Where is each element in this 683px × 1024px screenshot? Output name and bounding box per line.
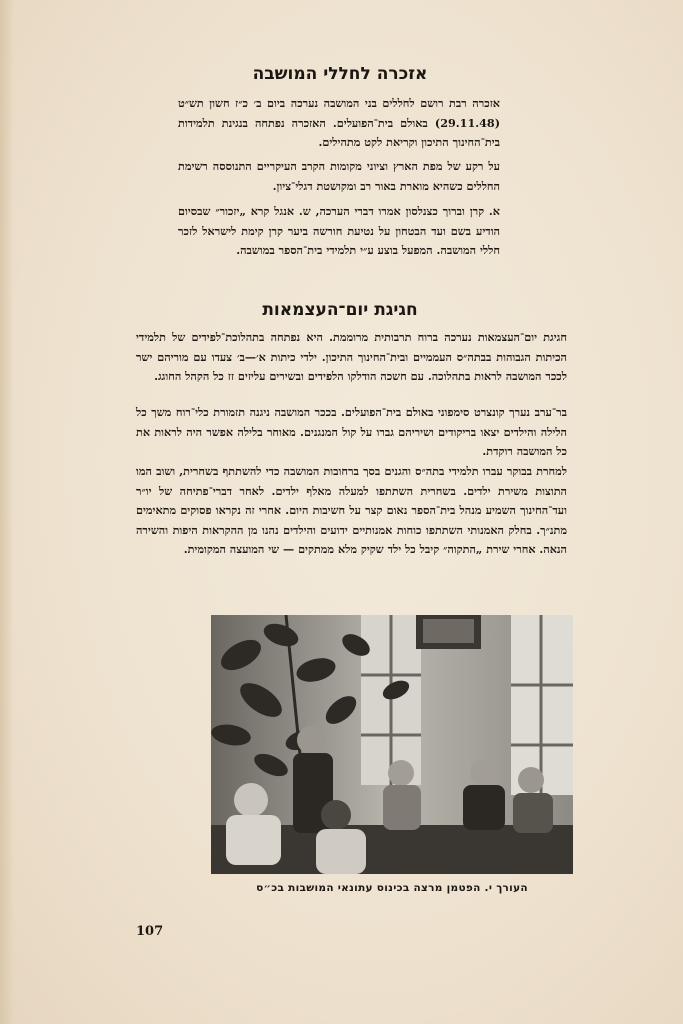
section2-paragraph-2: בר־ערב נערך קונצרט סימפוני באולם בית־הפועלים. בככר המושבה ניגנה תזמורת כלי־רוח משך כל הלילה והילדים יצאו בריקודים ושיריהם גברו על קול המנגנים. מאוחר בלילה אפשר היה לראות את כל המושבה רוקדת.	[136, 405, 567, 458]
photo-caption: העורך י. הפטמן מרצה בכינוס עתונאי המושבות בכ״ס	[256, 882, 528, 894]
section1-heading: אזכרה לחללי המושבה	[252, 64, 428, 84]
section2-heading: חגיגת יום־העצמאות	[262, 300, 418, 320]
photo-scene	[211, 615, 573, 874]
page-fold-shadow	[0, 0, 14, 1024]
section1-paragraph-3: א. קרן וברוך כצנלסון אמרו דברי הערכה, ש. אנגל קרא „יזכור״ שבסיום הודיע בשם ועד הבטחון על נטיעת חורשה ביער קרן קימת לישראל לזכר חללי המושבה. המפעל בוצע ע״י תלמידי בית־הספר במושבה.	[178, 204, 500, 257]
section2-paragraph-3: למחרת בבוקר עברו תלמידי בתה״ס והגנים בסך ברחובות המושבה כדי להשתתף בשחרית, ושוב המו התוצות משירת ילדים. בשחרית השתתפו למעלה מאלף ילדים. לאחר דברי־פתיחה של יו״ר ועד־החינוך השמיע מנהל בית־הספר נאום קצר על חשיבות היום. אחרי זה נקראו פסוקים מתאימים מתנ״ך. בחלק האמנותי השתתפו כוחות אמנותיים ידועים והילדים נהנו מן ההקראות היפות והשירה הנאה. אחרי שירת „התקוה״ קיבל כל ילד שקיק מלא ממתקים — שי המועצה המקומית.	[136, 464, 567, 556]
page-number: 107	[136, 924, 164, 939]
section1-paragraph-1: אזכרה רבת רושם לחללים בני המושבה נערכה ביום ב׳ כ״ז חשון תש״ט (29.11.48) באולם בית־הפועלים. האזכרה נפתחה בנגינת תלמידות בית־החינוך התיכון וקריאת לקט מתהילים.	[178, 96, 500, 149]
photograph	[211, 615, 573, 874]
section2-paragraph-1: חגיגת יום־העצמאות נערכה ברוח תרבותית מרוממת. היא נפתחה בתהלוכת־לפידים של תלמידי הכיתות הגבוהות בבתה״ס העממיים ובית־החינוך התיכון. ילדי כיתות א׳—ב׳ צעדו עם מוריהם ישר לככר המושבה לראות בתהלוכה. עם חשכה הודלקו הלפידים ובשירים עליזים זז כל הקהל החוגג.	[136, 330, 567, 383]
section1-paragraph-2: על רקע של מפת הארץ וציוני מקומות הקרב העיקריים התנוססה רשימת החללים כשהיא מוארת באור רב ומקושטת דגלי־ציון.	[178, 159, 500, 193]
